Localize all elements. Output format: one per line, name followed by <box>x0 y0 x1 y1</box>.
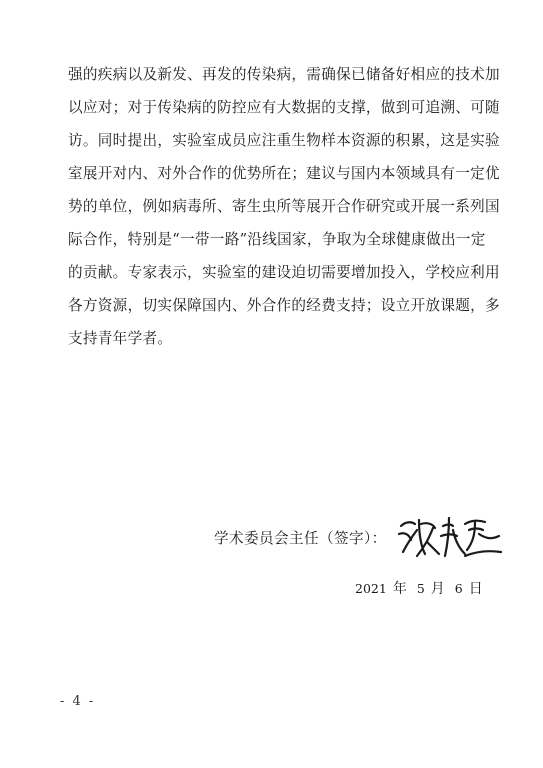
handwritten-signature <box>395 512 505 562</box>
date-year: 2021 <box>355 581 387 596</box>
body-line: 各方资源，切实保障国内、外合作的经费支持；设立开放课题，多 <box>68 297 500 314</box>
signature-label: 学术委员会主任（签字）： <box>214 529 387 547</box>
body-paragraph <box>68 58 500 355</box>
body-line: 室展开对内、对外合作的优势所在；建议与国内本领域具有一定优 <box>68 165 500 182</box>
date-month-unit: 月 <box>430 581 445 597</box>
date-line <box>355 578 493 598</box>
body-line: 势的单位，例如病毒所、寄生虫所等展开合作研究或开展一系列国 <box>68 198 500 215</box>
date-month: 5 <box>416 581 425 596</box>
body-line: 的贡献。专家表示，实验室的建设迫切需要增加投入，学校应利用 <box>68 264 500 281</box>
page-number: - 4 - <box>60 694 96 709</box>
signature-row <box>214 520 505 554</box>
date-year-unit: 年 <box>392 581 407 597</box>
date-day: 6 <box>454 581 463 596</box>
body-line: 际合作，特别是“一带一路”沿线国家，争取为全球健康做出一定 <box>68 231 486 248</box>
date-day-unit: 日 <box>468 581 483 597</box>
body-line: 支持青年学者。 <box>68 330 173 347</box>
body-line: 以应对；对于传染病的防控应有大数据的支撑，做到可追溯、可随 <box>68 99 500 116</box>
body-line: 访。同时提出，实验室成员应注重生物样本资源的积累，这是实验 <box>68 132 500 149</box>
body-line: 强的疾病以及新发、再发的传染病，需确保已储备好相应的技术加 <box>68 66 500 83</box>
